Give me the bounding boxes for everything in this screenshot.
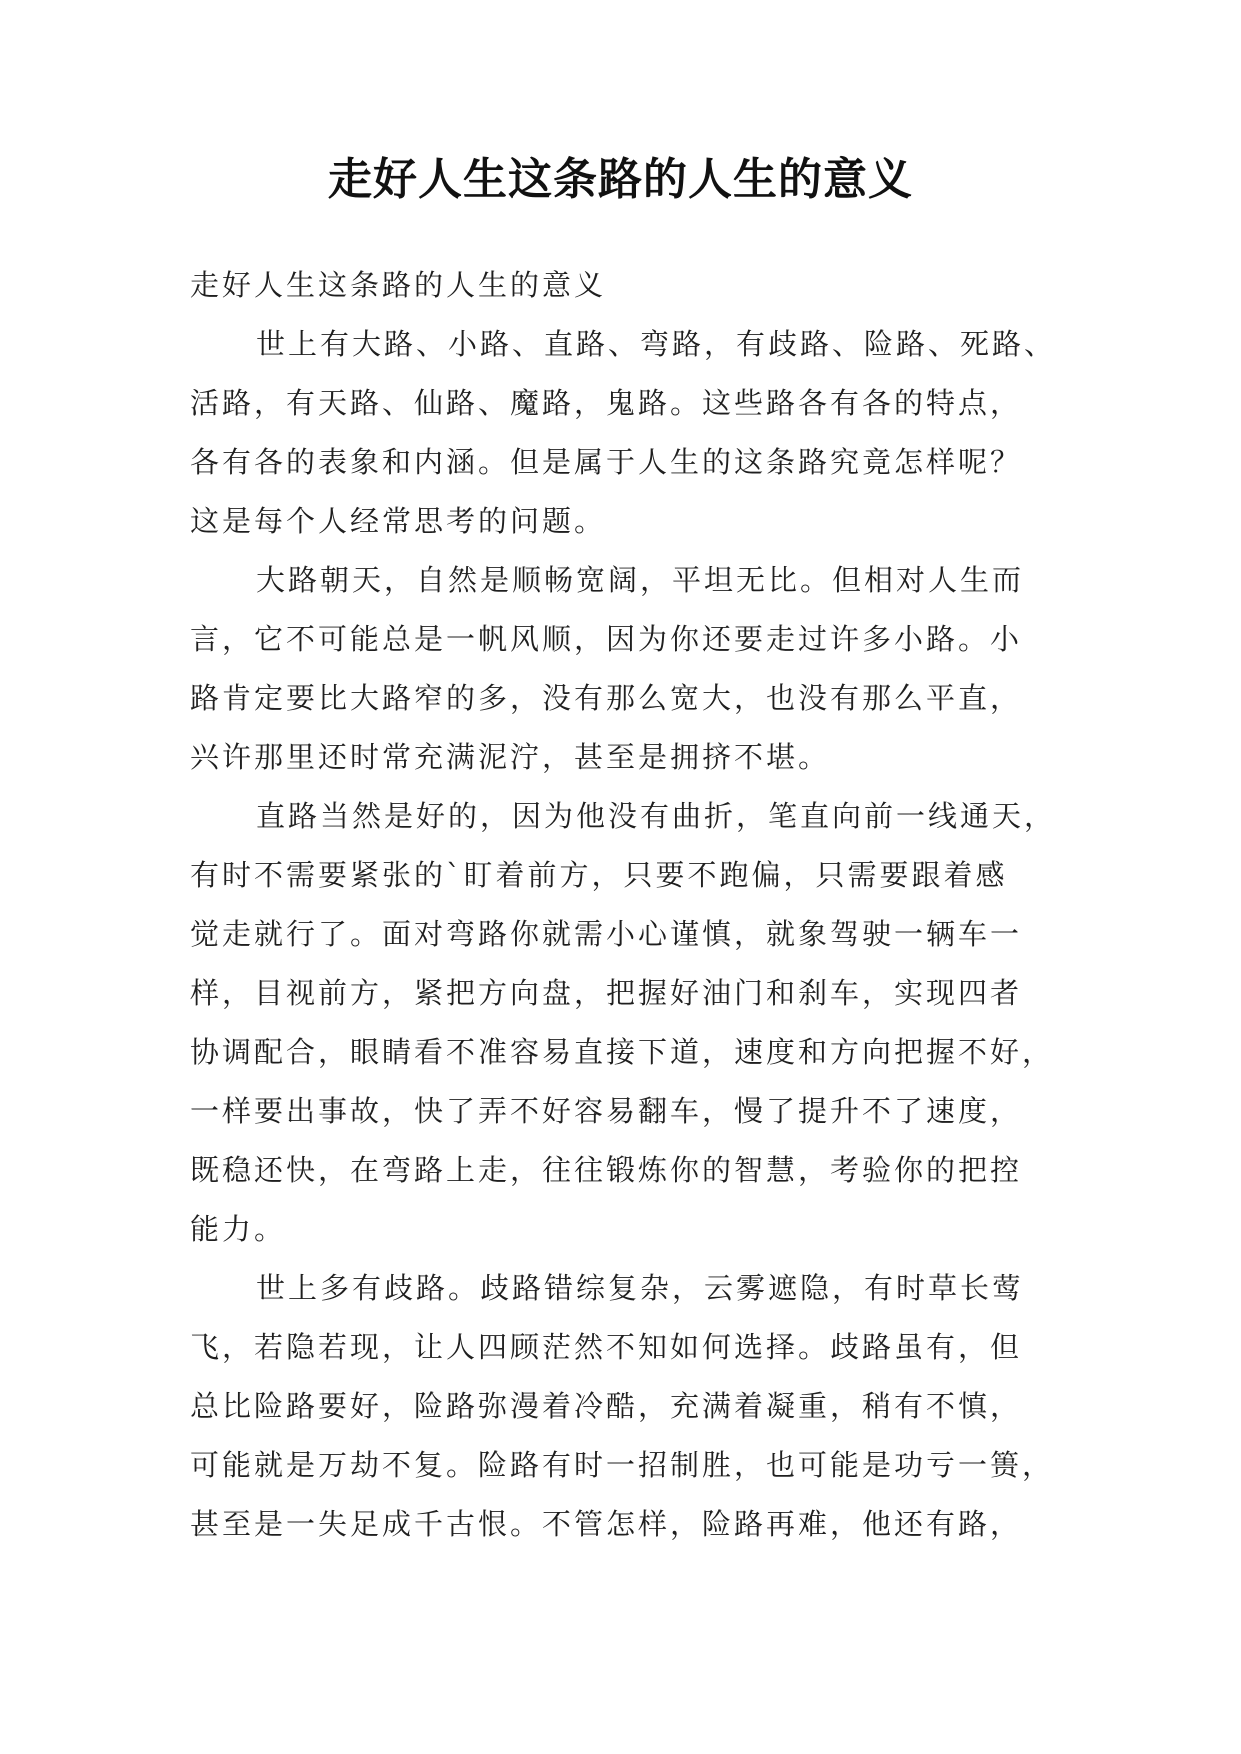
text-line: 兴许那里还时常充满泥泞，甚至是拥挤不堪。	[190, 740, 831, 774]
text-line: 甚至是一失足成千古恨。不管怎样，险路再难，他还有路，	[190, 1507, 1023, 1541]
text-line: 一样要出事故，快了弄不好容易翻车，慢了提升不了速度，	[190, 1094, 1023, 1128]
text-line: 既稳还快，在弯路上走，往往锻炼你的智慧，考验你的把控	[190, 1153, 1023, 1187]
document-body	[190, 256, 1057, 1554]
text-line: 这是每个人经常思考的问题。	[190, 504, 607, 538]
text-line: 总比险路要好，险路弥漫着冷酷，充满着凝重，稍有不慎，	[190, 1389, 1023, 1423]
text-line: 协调配合，眼睛看不准容易直接下道，速度和方向把握不好，	[190, 1035, 1055, 1069]
document-subtitle-line: 走好人生这条路的人生的意义	[190, 268, 607, 302]
document-title: 走好人生这条路的人生的意义	[328, 154, 913, 205]
text-line: 大路朝天，自然是顺畅宽阔，平坦无比。但相对人生而	[256, 563, 1025, 597]
text-line: 世上多有歧路。歧路错综复杂，云雾遮隐，有时草长莺	[256, 1271, 1025, 1305]
text-line: 能力。	[190, 1212, 287, 1246]
text-line: 样，目视前方，紧把方向盘，把握好油门和刹车，实现四者	[190, 976, 1023, 1010]
text-line: 言，它不可能总是一帆风顺，因为你还要走过许多小路。小	[190, 622, 1023, 656]
text-line: 可能就是万劫不复。险路有时一招制胜，也可能是功亏一篑，	[190, 1448, 1055, 1482]
text-line: 直路当然是好的，因为他没有曲折，笔直向前一线通天，	[256, 799, 1057, 833]
text-line: 路肯定要比大路窄的多，没有那么宽大，也没有那么平直，	[190, 681, 1023, 715]
text-line: 世上有大路、小路、直路、弯路，有歧路、险路、死路、	[256, 327, 1057, 361]
text-line: 觉走就行了。面对弯路你就需小心谨慎，就象驾驶一辆车一	[190, 917, 1023, 951]
text-line: 活路，有天路、仙路、魔路，鬼路。这些路各有各的特点，	[190, 386, 1023, 420]
text-line: 有时不需要紧张的`盯着前方，只要不跑偏，只需要跟着感	[190, 858, 1008, 892]
text-line: 飞，若隐若现，让人四顾茫然不知如何选择。歧路虽有，但	[190, 1330, 1023, 1364]
text-line: 各有各的表象和内涵。但是属于人生的这条路究竟怎样呢？	[190, 445, 1023, 479]
